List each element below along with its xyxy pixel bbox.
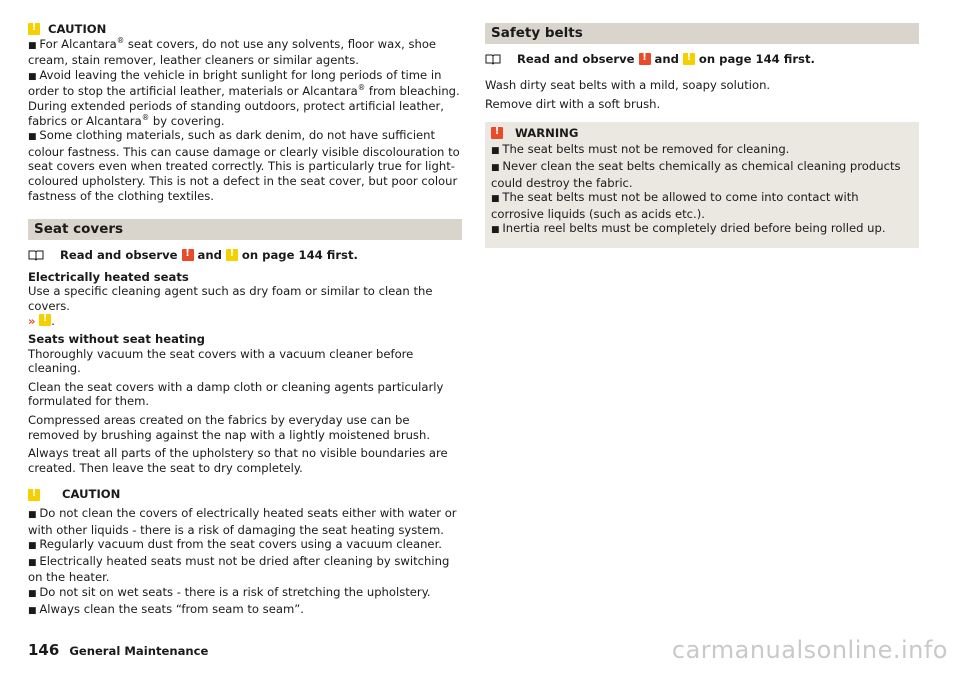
warning-icon — [639, 53, 651, 65]
warning-item: ■ Inertia reel belts must be completely dried before being rolled up. — [491, 221, 913, 238]
watermark: carmanualsonline.info — [671, 636, 948, 664]
caution-item: ■ Always clean the seats “from seam to seam”. — [28, 602, 462, 619]
caution-item: ■ Regularly vacuum dust from the seat covers using a vacuum cleaner. — [28, 537, 462, 554]
paragraph: Use a specific cleaning agent such as dry foam or similar to clean the covers. — [28, 284, 433, 313]
caution-label: CAUTION — [62, 487, 121, 502]
subheading-seats-without-heating: Seats without seat heating — [28, 332, 205, 347]
section-title-safety-belts: Safety belts — [485, 23, 919, 44]
warning-item: ■ Never clean the seat belts chemically as chemical cleaning products could destroy the fabric. — [491, 159, 913, 190]
book-icon — [28, 250, 44, 260]
caution-icon — [28, 489, 40, 501]
caution-box-1 — [28, 22, 462, 203]
caution-label: CAUTION — [48, 22, 107, 36]
section-title-seat-covers: Seat covers — [28, 219, 462, 240]
paragraph: Wash dirty seat belts with a mild, soapy solution. — [485, 77, 771, 92]
reference-text: Read and observe — [517, 52, 635, 66]
caution-item: ■ Do not sit on wet seats - there is a risk of stretching the upholstery. — [28, 585, 462, 602]
paragraph: Compressed areas created on the fabrics by everyday use can be removed by brushing against the nap with a lightly moistened brush. — [28, 413, 431, 442]
paragraph: Remove dirt with a soft brush. — [485, 97, 661, 112]
reference-and: and — [654, 52, 679, 66]
warning-label: WARNING — [515, 125, 579, 140]
paragraph: Thoroughly vacuum the seat covers with a vacuum cleaner before cleaning. — [28, 346, 414, 376]
caution-item: ■ For Alcantara® seat covers, do not use any solvents, floor wax, shoe cream, stain remover, leather cleaners or similar agents. — [28, 37, 462, 68]
reference-line — [485, 52, 919, 67]
caution-item: ■ Electrically heated seats must not be dried after cleaning by switching on the heater. — [28, 554, 462, 585]
chapter-title: General Maintenance — [69, 644, 209, 658]
subheading-heated-seats: Electrically heated seats — [28, 269, 189, 284]
paragraph: Always treat all parts of the upholstery so that no visible boundaries are created. Then leave the seat to dry completely. — [28, 446, 448, 475]
caution-box-2 — [28, 487, 462, 618]
right-column — [485, 0, 919, 248]
caution-header — [28, 22, 462, 37]
caution-item: ■ Some clothing materials, such as dark denim, do not have sufficient colour fastness. This can cause damage or clearly visible discolouration to seat covers even when treated correctly. This is particularly true for light-coloured upholstery. This is not a defect in the seat cover, but poor colour fastness of the clothing textiles. — [28, 128, 462, 203]
crossref-arrow[interactable]: » — [28, 313, 36, 328]
caution-icon — [39, 314, 51, 326]
reference-line — [28, 248, 462, 263]
caution-icon — [226, 249, 238, 261]
warning-item: ■ The seat belts must not be allowed to come into contact with corrosive liquids (such as acids etc.). — [491, 190, 913, 221]
caution-icon — [683, 53, 695, 65]
caution-item: ■ Avoid leaving the vehicle in bright sunlight for long periods of time in order to stop the artificial leather, materials or Alcantara® from bleaching. During extended periods of standing outdoors, protect artificial leather, fabrics or Alcantara® by covering. — [28, 68, 462, 128]
reference-text: Read and observe — [60, 248, 178, 263]
warning-box — [485, 122, 919, 248]
reference-and: and — [197, 248, 222, 263]
page-footer — [28, 643, 208, 659]
paragraph: Clean the seat covers with a damp cloth or cleaning agents particularly formulated for them. — [28, 379, 444, 409]
warning-icon — [182, 249, 194, 261]
page-number: 146 — [28, 641, 60, 659]
caution-header — [28, 487, 462, 502]
caution-crossref: » ! . — [28, 314, 462, 329]
warning-item: ■ The seat belts must not be removed for cleaning. — [491, 142, 913, 159]
reference-page-link[interactable]: on page 144 first. — [241, 248, 358, 263]
caution-icon — [28, 23, 40, 35]
book-icon — [485, 54, 501, 64]
caution-item: ■ Do not clean the covers of electrically heated seats either with water or with other liquids - there is a risk of damaging the seat heating system. — [28, 506, 462, 537]
reference-page-link[interactable]: on page 144 first. — [698, 52, 815, 66]
warning-header — [491, 126, 913, 141]
left-column — [28, 0, 462, 618]
warning-icon — [491, 127, 503, 139]
